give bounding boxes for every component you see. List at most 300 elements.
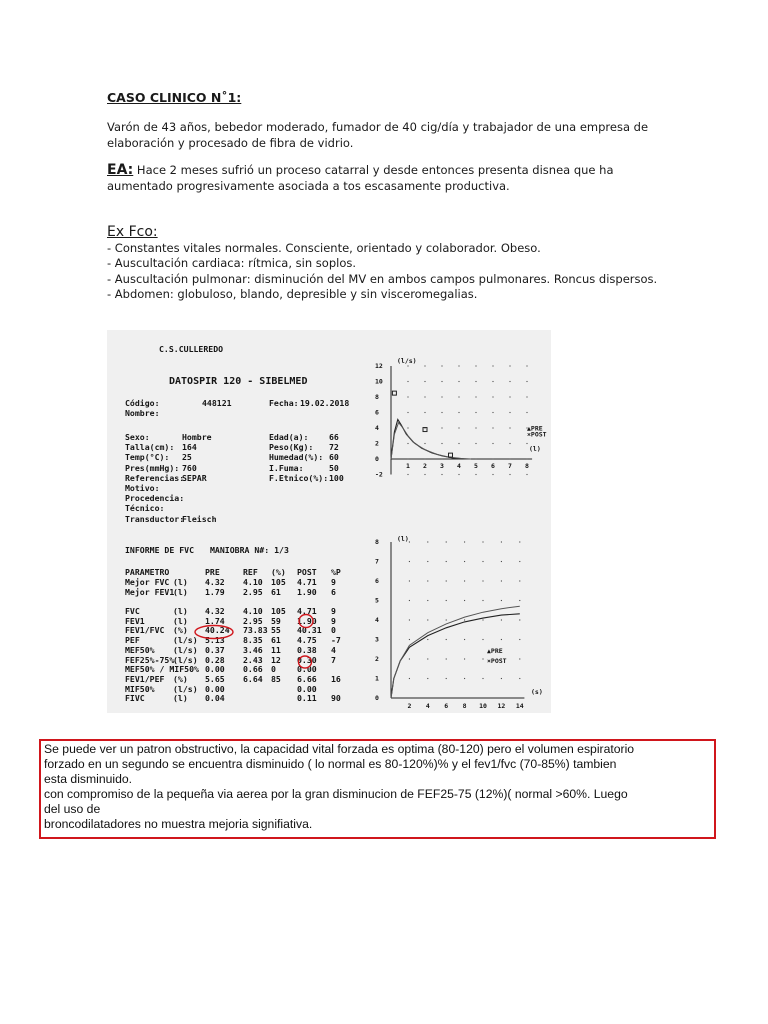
- table-row: 4.32: [205, 606, 225, 616]
- table-row: 4.75: [297, 635, 317, 646]
- grid-dot: [424, 381, 425, 382]
- grid-dot: [446, 600, 447, 601]
- grid-dot: [407, 381, 408, 382]
- highlight-fef: [299, 656, 312, 668]
- highlight-fev1: [299, 615, 313, 628]
- table-row: 11: [271, 644, 281, 655]
- intro-line: elaboración y procesado de fibra de vidrio.: [107, 135, 354, 150]
- table-row: 40.31: [297, 625, 322, 636]
- legend-post: ×POST: [527, 430, 547, 439]
- comment-line: del uso de: [44, 802, 101, 816]
- table-row: 4.10: [243, 577, 263, 587]
- y-tick-label: 10: [375, 377, 383, 386]
- grid-dot: [475, 365, 476, 366]
- table-row: 55: [271, 625, 281, 636]
- maniobra-label: MANIOBRA N#: 1/3: [210, 545, 289, 555]
- grid-dot: [492, 365, 493, 366]
- grid-dot: [482, 580, 483, 581]
- table-row: 9: [331, 615, 336, 626]
- grid-dot: [509, 474, 510, 475]
- grid-dot: [427, 639, 428, 640]
- grid-dot: [424, 365, 425, 366]
- x-axis-label: (s): [531, 688, 543, 696]
- x-tick-label: 4: [457, 462, 461, 470]
- table-row: 0: [271, 664, 276, 675]
- grid-dot: [509, 412, 510, 413]
- table-row: 6.66: [297, 673, 317, 684]
- field-label: Pres(mmHg):: [125, 462, 180, 473]
- table-row: 0.38: [297, 644, 317, 655]
- table-row: 1.90: [297, 615, 317, 626]
- table-row: (l/s): [173, 683, 198, 694]
- table-row: (l): [173, 577, 188, 587]
- field-label: I.Fuma:: [269, 462, 304, 473]
- grid-dot: [407, 474, 408, 475]
- field-value: SEPAR: [182, 472, 207, 483]
- ea-label: EA:: [107, 162, 134, 178]
- table-row: FEV1/PEF: [125, 673, 165, 684]
- nombre-label: Nombre:: [125, 408, 160, 418]
- table-row: 1.79: [205, 586, 225, 597]
- grid-dot: [482, 561, 483, 562]
- y-tick-label: 5: [375, 596, 379, 605]
- informe-title: INFORME DE FVC: [125, 545, 195, 555]
- grid-dot: [519, 541, 520, 542]
- grid-dot: [409, 639, 410, 640]
- grid-dot: [526, 474, 527, 475]
- grid-dot: [464, 639, 465, 640]
- table-row: 0.00: [205, 664, 225, 675]
- field-value: Fleisch: [182, 513, 217, 524]
- table-row: 59: [271, 615, 281, 626]
- table-row: 61: [271, 586, 281, 597]
- volume-time-chart: [369, 532, 551, 712]
- y-tick-label: 0: [375, 455, 379, 463]
- report-center: C.S.CULLEREDO: [159, 344, 224, 354]
- table-row: (l): [173, 606, 188, 616]
- grid-dot: [427, 600, 428, 601]
- grid-dot: [492, 427, 493, 428]
- grid-dot: [475, 443, 476, 444]
- exfco-label: Ex Fco:: [107, 224, 158, 240]
- grid-dot: [475, 412, 476, 413]
- grid-dot: [464, 580, 465, 581]
- x-tick-label: 2: [407, 702, 412, 710]
- grid-dot: [519, 600, 520, 601]
- grid-dot: [492, 443, 493, 444]
- table-row: 5.13: [205, 635, 225, 646]
- table-row: MEF50%: [125, 644, 155, 655]
- table-row: 3.46: [243, 644, 263, 655]
- grid-dot: [407, 443, 408, 444]
- table-row: 4.71: [297, 606, 317, 616]
- grid-dot: [458, 443, 459, 444]
- legend-post: ×POST: [487, 656, 507, 665]
- x-tick-label: 4: [425, 702, 430, 710]
- table-row: 0.11: [297, 693, 317, 704]
- field-value: 760: [182, 462, 197, 473]
- grid-dot: [475, 458, 476, 459]
- grid-dot: [441, 412, 442, 413]
- x-tick-label: 3: [440, 462, 444, 470]
- grid-dot: [407, 412, 408, 413]
- table-row: (l): [173, 693, 188, 704]
- grid-dot: [441, 381, 442, 382]
- y-axis-label: (l/s): [397, 357, 417, 365]
- y-tick-label: 2: [375, 439, 379, 448]
- flow-volume-chart: [369, 354, 551, 504]
- pre-curve: [391, 420, 464, 460]
- grid-dot: [441, 427, 442, 428]
- ea-text-line: Hace 2 meses sufrió un proceso catarral y desde entonces presenta disnea que ha: [136, 163, 614, 177]
- table-row: (%): [173, 673, 188, 684]
- grid-dot: [409, 561, 410, 562]
- highlight-fev1fvc: [195, 626, 233, 639]
- grid-dot: [424, 458, 425, 459]
- field-value: 72: [329, 442, 339, 453]
- grid-dot: [409, 658, 410, 659]
- grid-dot: [482, 658, 483, 659]
- grid-dot: [424, 412, 425, 413]
- grid-dot: [458, 365, 459, 366]
- x-tick-label: 6: [444, 702, 449, 710]
- grid-dot: [441, 443, 442, 444]
- grid-dot: [501, 580, 502, 581]
- grid-dot: [427, 561, 428, 562]
- exfco-item: - Constantes vitales normales. Consciente, orientado y colaborador. Obeso.: [107, 240, 541, 255]
- x-tick-label: 8: [462, 702, 467, 710]
- table-row: 0: [331, 625, 336, 636]
- x-tick-label: 2: [423, 462, 427, 470]
- table-row: 105: [271, 606, 286, 616]
- field-label: Talla(cm):: [125, 442, 175, 453]
- y-tick-label: 4: [375, 424, 379, 432]
- table-row: 2.95: [243, 586, 263, 597]
- table-row: 0.66: [243, 664, 263, 675]
- table-row: Mejor FVC: [125, 577, 170, 587]
- x-tick-label: 12: [497, 702, 506, 710]
- grid-dot: [446, 619, 447, 620]
- field-label: Técnico:: [125, 503, 165, 514]
- table-row: 4.10: [243, 606, 263, 616]
- grid-dot: [492, 396, 493, 397]
- x-tick-label: 5: [474, 462, 478, 470]
- grid-dot: [446, 658, 447, 659]
- grid-dot: [501, 619, 502, 620]
- field-label: Motivo:: [125, 483, 160, 493]
- y-tick-label: 6: [375, 408, 379, 417]
- table-row: FEV1/FVC: [125, 625, 165, 636]
- grid-dot: [492, 381, 493, 382]
- table-row: FVC: [125, 606, 140, 616]
- field-label: Temp(°C):: [125, 452, 170, 463]
- comment-line: forzado en un segundo se encuentra disminuido ( lo normal es 80-120%)% y el fev1/fvc (70-85%) tambien: [44, 757, 617, 771]
- table-row: 85: [271, 673, 281, 684]
- table-row: 0.00: [297, 683, 317, 694]
- table-row: (l/s): [173, 635, 198, 646]
- legend-pre: ▲PRE: [487, 647, 503, 656]
- comment-line: esta disminuido.: [44, 772, 133, 786]
- grid-dot: [446, 541, 447, 542]
- x-tick-label: 8: [525, 462, 529, 470]
- grid-dot: [458, 427, 459, 428]
- grid-dot: [501, 541, 502, 542]
- pre-curve: [391, 614, 520, 698]
- field-label: Humedad(%):: [269, 452, 324, 463]
- y-tick-label: 6: [375, 577, 379, 585]
- table-row: (l): [173, 615, 188, 626]
- grid-dot: [427, 678, 428, 679]
- grid-dot: [526, 443, 527, 444]
- table-row: 6: [331, 586, 336, 597]
- grid-dot: [441, 365, 442, 366]
- y-tick-label: 8: [375, 538, 379, 546]
- grid-dot: [407, 427, 408, 428]
- grid-dot: [464, 658, 465, 659]
- table-header: PRE: [205, 567, 220, 577]
- table-row: 4: [331, 644, 336, 655]
- table-row: 0.00: [205, 683, 225, 694]
- grid-dot: [409, 619, 410, 620]
- table-header: REF: [243, 567, 258, 577]
- legend-pre: ▲PRE: [527, 424, 543, 433]
- grid-dot: [427, 658, 428, 659]
- grid-dot: [424, 396, 425, 397]
- grid-dot: [475, 396, 476, 397]
- comment-line: Se puede ver un patron obstructivo, la capacidad vital forzada es optima (80-120) pero el volumen espiratorio: [44, 742, 635, 756]
- table-row: 1.90: [297, 586, 317, 597]
- ea-text-line: aumentado progresivamente asociada a tos escasamente productiva.: [107, 178, 510, 193]
- grid-dot: [519, 619, 520, 620]
- table-row: 0.28: [205, 654, 225, 665]
- grid-dot: [475, 427, 476, 428]
- x-tick-label: 7: [508, 462, 512, 470]
- grid-dot: [501, 600, 502, 601]
- exfco-item: - Auscultación cardiaca: rítmica, sin soplos.: [107, 256, 356, 270]
- ea-section: [107, 163, 667, 194]
- table-row: FEF25%-75%: [125, 654, 175, 665]
- table-header: PARAMETRO: [125, 567, 170, 577]
- grid-dot: [501, 639, 502, 640]
- grid-dot: [482, 600, 483, 601]
- case-title: CASO CLINICO N˚1:: [107, 90, 242, 105]
- codigo-label: Código:: [125, 398, 160, 408]
- field-value: 66: [329, 432, 339, 442]
- table-row: (l): [173, 586, 188, 597]
- grid-dot: [458, 381, 459, 382]
- table-row: 90: [331, 693, 341, 704]
- table-row: 61: [271, 635, 281, 646]
- grid-dot: [427, 580, 428, 581]
- field-value: 50: [329, 462, 339, 473]
- grid-dot: [458, 412, 459, 413]
- y-tick-label: 1: [375, 674, 379, 683]
- grid-dot: [427, 541, 428, 542]
- comment-line: con compromiso de la pequeña via aerea por la gran disminucion de FEF25-75 (12%)( normal >60%. Luego: [44, 787, 628, 801]
- report-device: DATOSPIR 120 - SIBELMED: [169, 376, 308, 387]
- grid-dot: [501, 678, 502, 679]
- grid-dot: [509, 458, 510, 459]
- grid-dot: [409, 580, 410, 581]
- x-axis-label: (l): [529, 445, 541, 453]
- grid-dot: [519, 580, 520, 581]
- grid-dot: [492, 474, 493, 475]
- grid-dot: [482, 678, 483, 679]
- table-row: 4.71: [297, 577, 317, 587]
- grid-dot: [407, 365, 408, 366]
- table-header: (%): [271, 567, 286, 577]
- y-tick-label: 8: [375, 393, 379, 401]
- table-header: %P: [331, 567, 341, 577]
- x-tick-label: 1: [406, 462, 410, 470]
- table-row: FIVC: [125, 693, 145, 704]
- spirometry-report: [107, 330, 551, 713]
- grid-dot: [458, 396, 459, 397]
- field-label: Peso(Kg):: [269, 442, 314, 453]
- grid-dot: [427, 619, 428, 620]
- grid-dot: [407, 458, 408, 459]
- field-value: 60: [329, 452, 339, 463]
- grid-dot: [464, 561, 465, 562]
- grid-dot: [509, 365, 510, 366]
- y-tick-label: 0: [375, 694, 379, 702]
- grid-dot: [492, 412, 493, 413]
- ref-marker: [392, 391, 396, 395]
- comment-box: [39, 739, 716, 839]
- exfco-section: [107, 225, 667, 303]
- codigo-value: 448121: [202, 398, 232, 408]
- field-label: Sexo:: [125, 432, 150, 442]
- table-header: POST: [297, 567, 317, 577]
- intro-line: Varón de 43 años, bebedor moderado, fumador de 40 cig/día y trabajador de una empresa de: [107, 120, 649, 134]
- grid-dot: [475, 381, 476, 382]
- exfco-item: - Auscultación pulmonar: disminución del MV en ambos campos pulmonares. Roncus dispersos.: [107, 271, 658, 286]
- field-label: Procedencia:: [125, 493, 185, 504]
- table-row: 0.37: [205, 644, 225, 655]
- table-row: FEV1: [125, 615, 145, 626]
- fecha-label: Fecha:: [269, 398, 299, 408]
- x-tick-label: 10: [479, 702, 487, 710]
- field-label: Transductor:: [125, 513, 185, 524]
- table-row: 9: [331, 577, 336, 587]
- case-intro: [107, 120, 667, 151]
- table-row: MEF50% / MIF50%: [125, 664, 199, 675]
- y-tick-label: -2: [375, 470, 383, 479]
- grid-dot: [482, 541, 483, 542]
- grid-dot: [424, 443, 425, 444]
- grid-dot: [526, 365, 527, 366]
- field-label: Referencias:: [125, 472, 185, 483]
- x-tick-label: 14: [515, 702, 524, 710]
- grid-dot: [501, 561, 502, 562]
- fecha-value: 19.02.2018: [300, 398, 350, 408]
- grid-dot: [446, 561, 447, 562]
- grid-dot: [509, 381, 510, 382]
- grid-dot: [441, 458, 442, 459]
- field-value: Hombre: [182, 432, 212, 442]
- grid-dot: [441, 396, 442, 397]
- grid-dot: [526, 412, 527, 413]
- exfco-item: - Abdomen: globuloso, blando, depresible y sin visceromegalias.: [107, 287, 478, 301]
- comment-line: broncodilatadores no muestra mejoria signifiativa.: [44, 817, 313, 831]
- grid-dot: [482, 639, 483, 640]
- table-row: 40.24: [205, 625, 230, 636]
- table-row: 2.95: [243, 615, 263, 626]
- table-row: 2.43: [243, 654, 263, 665]
- y-tick-label: 3: [375, 635, 379, 644]
- grid-dot: [464, 619, 465, 620]
- field-value: 25: [182, 452, 192, 463]
- grid-dot: [519, 658, 520, 659]
- grid-dot: [446, 678, 447, 679]
- grid-dot: [509, 443, 510, 444]
- grid-dot: [526, 381, 527, 382]
- table-row: 6.64: [243, 673, 263, 684]
- field-label: Edad(a):: [269, 432, 309, 442]
- grid-dot: [458, 474, 459, 475]
- table-row: 105: [271, 577, 286, 587]
- grid-dot: [446, 580, 447, 581]
- table-row: 73.83: [243, 625, 268, 636]
- table-row: 9: [331, 606, 336, 616]
- grid-dot: [475, 474, 476, 475]
- table-row: (l/s): [173, 654, 198, 665]
- grid-dot: [492, 458, 493, 459]
- table-row: 0.00: [297, 664, 317, 675]
- table-row: (l/s): [173, 644, 198, 655]
- y-axis-label: (l): [397, 535, 409, 543]
- field-label: F.Etnico(%):: [269, 472, 329, 483]
- table-row: 1.74: [205, 615, 225, 626]
- table-row: 4.32: [205, 577, 225, 587]
- grid-dot: [526, 458, 527, 459]
- ref-marker: [449, 453, 453, 457]
- field-value: 100: [329, 472, 344, 483]
- grid-dot: [509, 396, 510, 397]
- table-row: 16: [331, 673, 341, 684]
- grid-dot: [464, 678, 465, 679]
- table-row: 8.35: [243, 635, 263, 646]
- table-row: 0.30: [297, 654, 317, 665]
- grid-dot: [424, 474, 425, 475]
- y-tick-label: 4: [375, 616, 379, 624]
- grid-dot: [482, 619, 483, 620]
- grid-dot: [446, 639, 447, 640]
- table-row: PEF: [125, 635, 140, 646]
- field-value: 164: [182, 442, 197, 453]
- table-row: Mejor FEV1: [125, 586, 175, 597]
- table-row: 12: [271, 654, 281, 665]
- grid-dot: [526, 396, 527, 397]
- table-row: -7: [331, 635, 341, 646]
- grid-dot: [409, 541, 410, 542]
- grid-dot: [519, 561, 520, 562]
- grid-dot: [519, 678, 520, 679]
- grid-dot: [464, 541, 465, 542]
- table-row: (%): [173, 625, 188, 636]
- table-row: MIF50%: [125, 683, 155, 694]
- y-tick-label: 7: [375, 557, 379, 566]
- y-tick-label: 12: [375, 362, 383, 370]
- grid-dot: [409, 600, 410, 601]
- grid-dot: [509, 427, 510, 428]
- table-row: 0.04: [205, 693, 225, 704]
- grid-dot: [464, 600, 465, 601]
- grid-dot: [519, 639, 520, 640]
- x-tick-label: 6: [491, 462, 495, 470]
- grid-dot: [441, 474, 442, 475]
- grid-dot: [409, 678, 410, 679]
